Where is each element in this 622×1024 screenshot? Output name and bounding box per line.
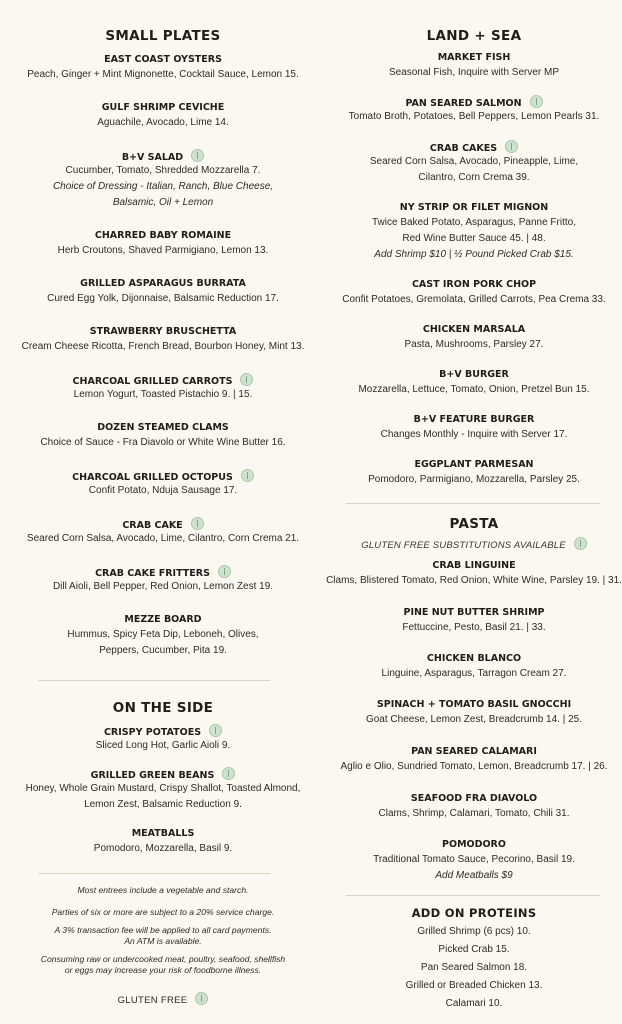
item-note: Balsamic, Oil + Lemon: [112, 197, 214, 208]
item-desc: Cream Cheese Ricotta, French Bread, Bourbon Honey, Mint 13.: [21, 341, 305, 352]
item-desc: Clams, Shrimp, Calamari, Tomato, Chili 31.: [378, 808, 570, 819]
legend-label: GLUTEN FREE: [117, 995, 188, 1006]
item-name: POMODORO: [442, 839, 506, 850]
add-on-item: Pan Seared Salmon 18.: [420, 962, 528, 973]
item-desc: Pasta, Mushrooms, Parsley 27.: [404, 339, 544, 350]
item-name: CHARCOAL GRILLED CARROTS: [72, 376, 233, 387]
gluten-free-icon: [195, 992, 208, 1005]
item-name: B+V SALAD: [121, 152, 184, 163]
menu-item: [326, 201, 622, 263]
footnote: or eggs may increase your risk of foodborne illness.: [64, 965, 262, 975]
gluten-free-icon: [505, 140, 518, 153]
item-desc: Seared Corn Salsa, Avocado, Pineapple, Lime,: [369, 156, 579, 167]
menu-item: [0, 517, 326, 547]
section-divider: [38, 873, 270, 874]
item-desc: Clams, Blistered Tomato, Red Onion, White Wine, Parsley 19. | 31.: [326, 575, 622, 586]
menu-item: [326, 838, 622, 884]
menu-item: [0, 101, 326, 131]
menu-item: [0, 565, 326, 595]
item-desc: Sliced Long Hot, Garlic Aioli 9.: [95, 740, 231, 751]
item-name-row: [0, 149, 326, 163]
menu-item: [0, 149, 326, 211]
menu-item: [326, 51, 622, 81]
item-name-row: [326, 95, 622, 109]
gluten-free-legend: [0, 992, 326, 1006]
item-name: EGGPLANT PARMESAN: [414, 459, 534, 470]
pasta-subtitle-row: [326, 537, 622, 551]
gluten-free-icon: [218, 565, 231, 578]
item-name: EAST COAST OYSTERS: [104, 54, 222, 65]
item-name-row: [0, 565, 326, 579]
footnote: Parties of six or more are subject to a 20% service charge.: [51, 907, 275, 917]
item-desc: Goat Cheese, Lemon Zest, Breadcrumb 14. | 25.: [365, 714, 583, 725]
item-desc: Cured Egg Yolk, Dijonnaise, Balsamic Reduction 17.: [47, 293, 279, 304]
add-on-item: Calamari 10.: [445, 998, 503, 1009]
add-on-item: Picked Crab 15.: [438, 944, 510, 955]
menu-item: [326, 368, 622, 398]
spacer: [0, 896, 326, 907]
item-name: CRAB CAKE FRITTERS: [95, 568, 210, 579]
add-on-item: Grilled or Breaded Chicken 13.: [405, 980, 543, 991]
menu-item: [0, 373, 326, 403]
menu-item: [326, 606, 622, 636]
section-divider: [38, 680, 270, 681]
item-desc: Peach, Ginger + Mint Mignonette, Cocktail Sauce, Lemon 15.: [27, 69, 299, 80]
item-name: PAN SEARED SALMON: [405, 98, 522, 109]
item-name-row: [0, 724, 326, 738]
item-name: MEATBALLS: [131, 828, 195, 839]
item-desc: Cilantro, Corn Crema 39.: [418, 172, 530, 183]
item-desc: Tomato Broth, Potatoes, Bell Peppers, Lemon Pearls 31.: [348, 111, 600, 122]
item-name: PAN SEARED CALAMARI: [411, 746, 537, 757]
section-divider: [346, 895, 600, 896]
gluten-free-icon: [241, 469, 254, 482]
menu-item: [0, 724, 326, 754]
on-the-side-heading: ON THE SIDE: [112, 700, 214, 716]
menu-item: [0, 325, 326, 355]
item-desc: Aguachile, Avocado, Lime 14.: [97, 117, 229, 128]
gluten-free-icon: [530, 95, 543, 108]
item-name: NY STRIP OR FILET MIGNON: [399, 202, 549, 213]
footnote: Consuming raw or undercooked meat, poultry, seafood, shellfish: [40, 954, 286, 964]
menu-item: [326, 792, 622, 822]
item-desc: Aglio e Olio, Sundried Tomato, Lemon, Breadcrumb 17. | 26.: [340, 761, 608, 772]
item-name: CHICKEN MARSALA: [422, 324, 526, 335]
item-desc: Dill Aioli, Bell Pepper, Red Onion, Lemon Zest 19.: [52, 581, 274, 592]
gluten-free-icon: [191, 149, 204, 162]
item-name: GRILLED ASPARAGUS BURRATA: [80, 278, 246, 289]
menu-item: [0, 229, 326, 259]
item-desc: Pomodoro, Parmigiano, Mozzarella, Parsley 25.: [368, 474, 580, 485]
footnotes: [0, 885, 326, 976]
gluten-free-icon: [574, 537, 587, 550]
gluten-free-icon: [209, 724, 222, 737]
item-name-row: [326, 140, 622, 154]
item-note: Choice of Dressing - Italian, Ranch, Blue Cheese,: [52, 181, 274, 192]
item-name: MEZZE BOARD: [124, 614, 202, 625]
footnote: A 3% transaction fee will be applied to all card payments.: [54, 925, 272, 935]
item-name: DOZEN STEAMED CLAMS: [97, 422, 229, 433]
item-name: CHARRED BABY ROMAINE: [94, 230, 232, 241]
item-name: CHICKEN BLANCO: [426, 653, 522, 664]
item-desc: Changes Monthly - Inquire with Server 17.: [380, 429, 568, 440]
menu-item: [0, 53, 326, 83]
item-name: SPINACH + TOMATO BASIL GNOCCHI: [376, 699, 572, 710]
item-desc: Cucumber, Tomato, Shredded Mozzarella 7.: [65, 165, 261, 176]
pasta-subtitle: GLUTEN FREE SUBSTITUTIONS AVAILABLE: [361, 540, 566, 551]
item-name-row: [0, 469, 326, 483]
menu-item: [0, 421, 326, 451]
item-desc: Peppers, Cucumber, Pita 19.: [99, 645, 227, 656]
item-desc: Confit Potato, Nduja Sausage 17.: [88, 485, 238, 496]
item-name-row: [0, 767, 326, 781]
small-plates-heading: SMALL PLATES: [105, 28, 221, 44]
item-desc: Lemon Yogurt, Toasted Pistachio 9. | 15.: [73, 389, 253, 400]
menu-item: [326, 413, 622, 443]
item-name: MARKET FISH: [437, 52, 511, 63]
item-name: CHARCOAL GRILLED OCTOPUS: [72, 472, 233, 483]
item-name: CRAB CAKES: [429, 143, 498, 154]
item-desc: Choice of Sauce - Fra Diavolo or White Wine Butter 16.: [40, 437, 286, 448]
spacer: [0, 918, 326, 925]
item-note: Add Meatballs $9: [435, 870, 513, 881]
item-name: STRAWBERRY BRUSCHETTA: [89, 326, 237, 337]
menu-item: [326, 698, 622, 728]
item-desc: Herb Croutons, Shaved Parmigiano, Lemon 13.: [57, 245, 269, 256]
item-name: SEAFOOD FRA DIAVOLO: [410, 793, 538, 804]
item-desc: Seasonal Fish, Inquire with Server MP: [388, 67, 560, 78]
menu-item: [326, 95, 622, 125]
land-sea-heading: LAND + SEA: [426, 28, 522, 44]
item-desc: Hummus, Spicy Feta Dip, Leboneh, Olives,: [67, 629, 259, 640]
item-name: CAST IRON PORK CHOP: [411, 279, 537, 290]
item-desc: Mozzarella, Lettuce, Tomato, Onion, Pretzel Bun 15.: [358, 384, 590, 395]
item-desc: Confit Potatoes, Gremolata, Grilled Carrots, Pea Crema 33.: [342, 294, 606, 305]
item-desc: Red Wine Butter Sauce 45. | 48.: [402, 233, 546, 244]
item-name: CRAB CAKE: [122, 520, 183, 531]
pasta-heading: PASTA: [449, 516, 499, 532]
add-on-item: Grilled Shrimp (6 pcs) 10.: [417, 926, 531, 937]
menu-item: [326, 745, 622, 775]
item-name: GULF SHRIMP CEVICHE: [101, 102, 225, 113]
menu-item: [326, 559, 622, 589]
item-name-row: [0, 517, 326, 531]
item-desc: Seared Corn Salsa, Avocado, Lime, Cilantro, Corn Crema 21.: [26, 533, 300, 544]
add-on-heading: ADD ON PROTEINS: [411, 906, 537, 920]
item-desc: Pomodoro, Mozzarella, Basil 9.: [93, 843, 233, 854]
item-name-row: [0, 373, 326, 387]
menu-item: [326, 652, 622, 682]
item-desc: Traditional Tomato Sauce, Pecorino, Basil 19.: [373, 854, 575, 865]
item-name: CRAB LINGUINE: [432, 560, 516, 571]
item-name: B+V FEATURE BURGER: [413, 414, 535, 425]
item-desc: Linguine, Asparagus, Tarragon Cream 27.: [381, 668, 567, 679]
footnote: An ATM is available.: [124, 936, 202, 946]
menu-item: [326, 323, 622, 353]
item-desc: Honey, Whole Grain Mustard, Crispy Shallot, Toasted Almond,: [25, 783, 301, 794]
item-name: GRILLED GREEN BEANS: [90, 770, 215, 781]
menu-item: [0, 469, 326, 499]
item-desc: Twice Baked Potato, Asparagus, Panne Fritto,: [371, 217, 576, 228]
item-note: Add Shrimp $10 | ½ Pound Picked Crab $15.: [374, 249, 574, 260]
menu-item: [0, 767, 326, 813]
footnote: Most entrees include a vegetable and starch.: [77, 885, 249, 895]
menu-item: [0, 827, 326, 857]
item-name: PINE NUT BUTTER SHRIMP: [403, 607, 545, 618]
item-name: CRISPY POTATOES: [103, 727, 202, 738]
item-name: B+V BURGER: [439, 369, 509, 380]
gluten-free-icon: [191, 517, 204, 530]
menu-item: [0, 277, 326, 307]
section-divider: [346, 503, 600, 504]
item-desc: Lemon Zest, Balsamic Reduction 9.: [84, 799, 242, 810]
gluten-free-icon: [222, 767, 235, 780]
menu-item: [326, 140, 622, 186]
menu-item: [326, 458, 622, 488]
item-desc: Fettuccine, Pesto, Basil 21. | 33.: [402, 622, 546, 633]
menu-item: [326, 278, 622, 308]
gluten-free-icon: [240, 373, 253, 386]
add-on-list: [326, 923, 622, 1013]
menu-item: [0, 613, 326, 659]
spacer: [0, 947, 326, 954]
